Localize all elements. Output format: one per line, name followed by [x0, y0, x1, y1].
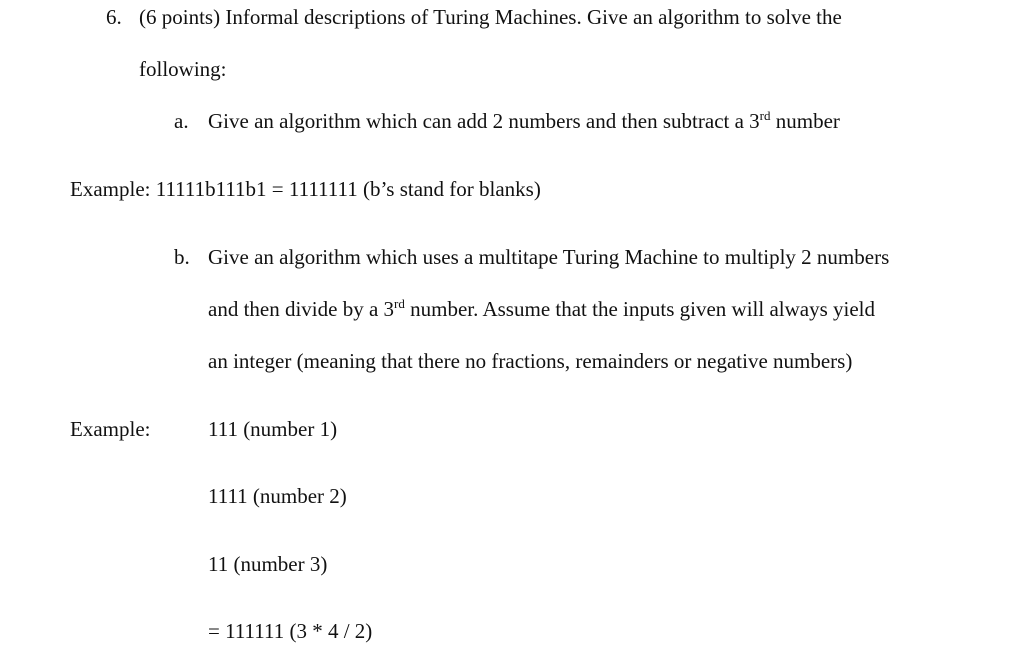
part-a-example: Example: 11111b111b1 = 1111111 (b’s stand for blanks): [70, 177, 541, 201]
part-b-superscript: rd: [394, 296, 405, 311]
part-b-text-line1: Give an algorithm which uses a multitape Turing Machine to multiply 2 numbers: [208, 245, 890, 269]
question-text-line1: (6 points) Informal descriptions of Turing Machines. Give an algorithm to solve the: [139, 5, 842, 29]
question-text-line2: following:: [139, 57, 227, 81]
question-number: 6.: [106, 5, 122, 29]
part-a-text-before: Give an algorithm which can add 2 numbers and then subtract a 3: [208, 109, 760, 133]
part-a-label: a.: [174, 109, 189, 133]
example-line: = 111111 (3 * 4 / 2): [208, 619, 373, 643]
part-b-line2-before: and then divide by a 3: [208, 297, 395, 321]
part-b-label: b.: [174, 245, 190, 269]
part-a-text-after: number: [770, 109, 840, 133]
example-line: 11 (number 3): [208, 552, 328, 576]
part-b-text-line3: an integer (meaning that there no fractions, remainders or negative numbers): [208, 349, 853, 373]
example-line: 111 (number 1): [208, 417, 338, 441]
example-line: 1111 (number 2): [208, 484, 347, 508]
part-a-text: [208, 108, 840, 134]
part-b-example-label: Example:: [70, 417, 151, 441]
part-a-superscript: rd: [759, 108, 771, 123]
part-b-line2-after: number. Assume that the inputs given will always yield: [404, 297, 876, 321]
part-b-text-line2: [208, 296, 875, 322]
